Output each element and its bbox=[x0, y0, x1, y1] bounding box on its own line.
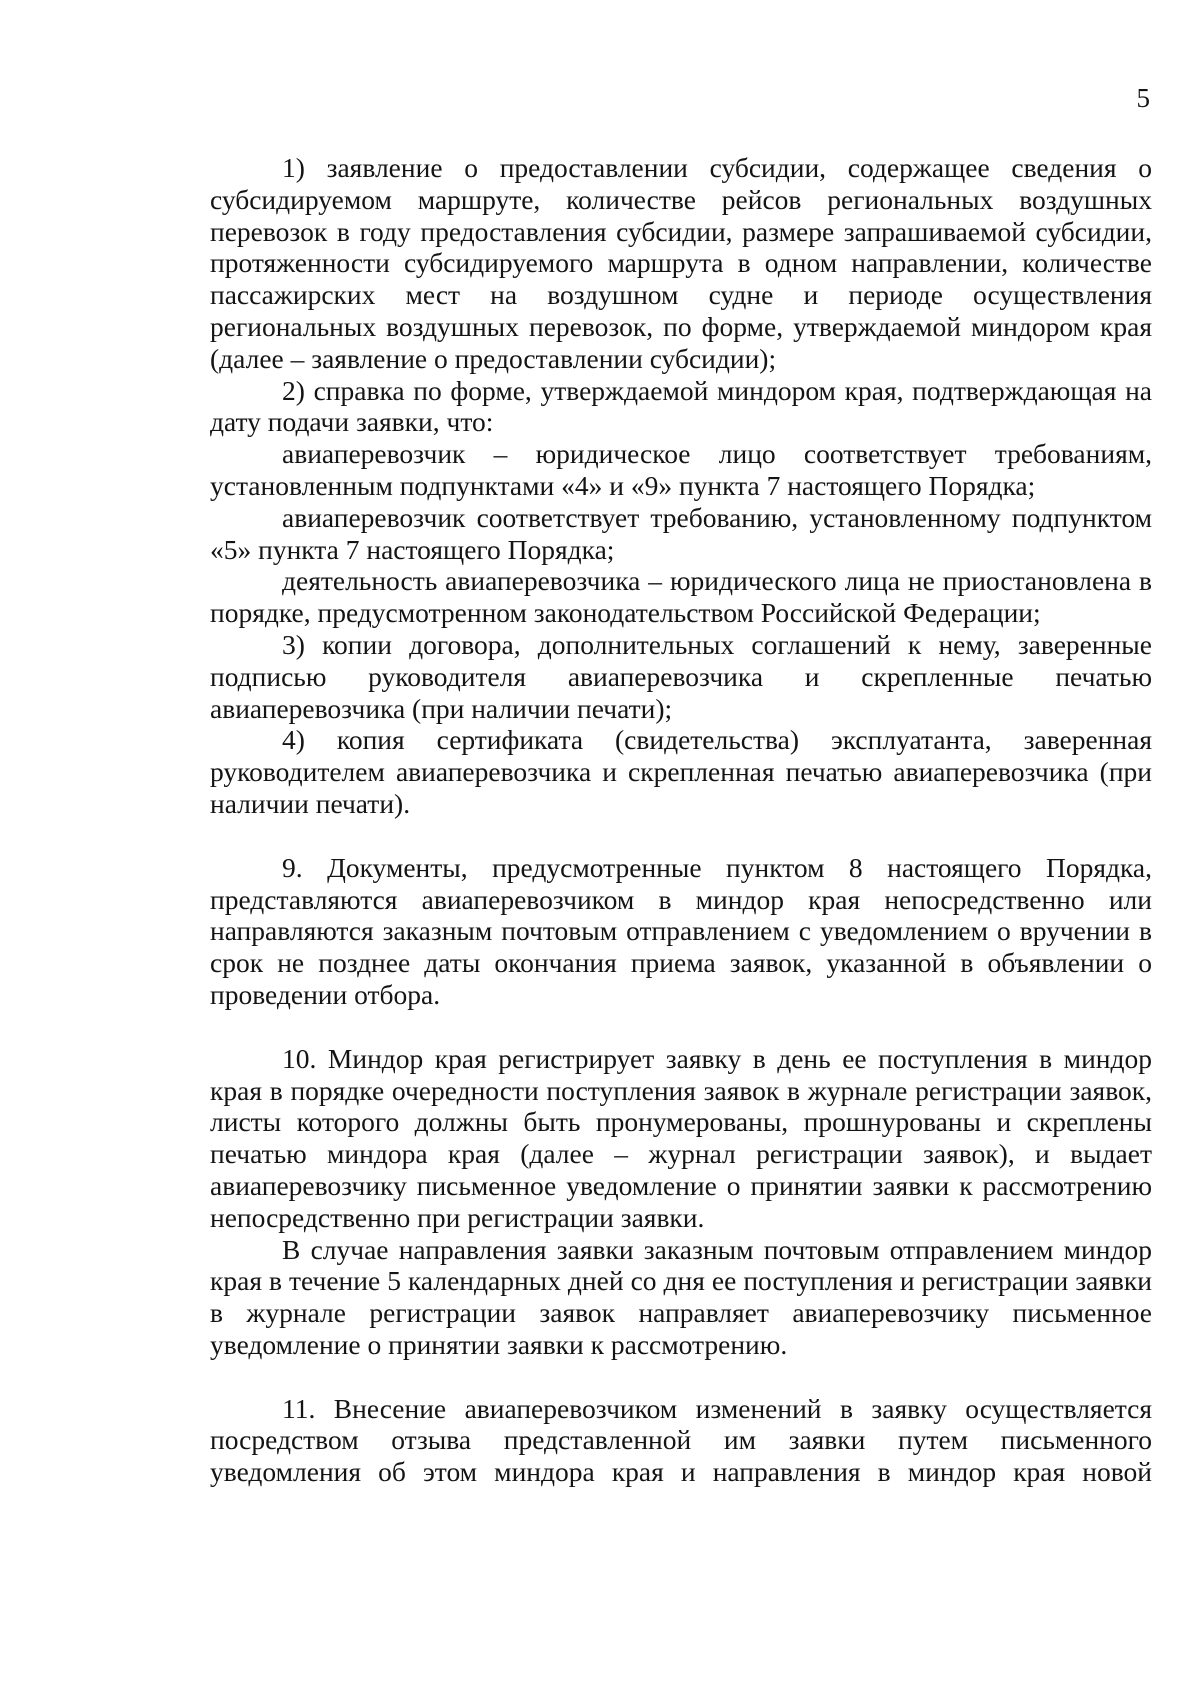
paragraph-clause-9: 9. Документы, предусмотренные пунктом 8 настоящего Порядка, представляются авиаперевозчиком в миндор края непосредственно или направляются заказным почтовым отправлением с уведомлением о вручении в срок не позднее даты окончания приема заявок, указанной в объявлении о проведении отбора. bbox=[210, 851, 1152, 1010]
paragraph-carrier-requirements: авиаперевозчик – юридическое лицо соответствует требованиям, установленным подпунктами «4» и «9» пункта 7 настоящего Порядка; bbox=[210, 438, 1152, 501]
paragraph-certificate: 2) справка по форме, утверждаемой миндором края, подтверждающая на дату подачи заявки, что: bbox=[210, 374, 1152, 438]
page-number: 5 bbox=[1136, 83, 1150, 113]
paragraph-certificate-copy: 4) копия сертификата (свидетельства) эксплуатанта, заверенная руководителем авиаперевозчика и скрепленная печатью авиаперевозчика (при наличии печати). bbox=[210, 724, 1152, 819]
paragraph-carrier-requirement-5: авиаперевозчик соответствует требованию, установленному подпунктом «5» пункта 7 настоящего Порядка; bbox=[210, 501, 1152, 565]
document-body bbox=[210, 152, 1152, 1488]
paragraph-clause-11: 11. Внесение авиаперевозчиком изменений в заявку осуществляется посредством отзыва представленной им заявки путем письменного уведомления об этом миндора края и направления в миндор края новой bbox=[210, 1392, 1152, 1488]
paragraph-clause-10: 10. Миндор края регистрирует заявку в день ее поступления в миндор края в порядке очередности поступления заявок в журнале регистрации заявок, листы которого должны быть пронумерованы, прошнурованы и скреплены печатью миндора края (далее – журнал регистрации заявок), и выдает авиаперевозчику письменное уведомление о принятии заявки к рассмотрению непосредственно при регистрации заявки. bbox=[210, 1042, 1152, 1233]
paragraph-contract-copies: 3) копии договора, дополнительных соглашений к нему, заверенные подписью руководителя авиаперевозчика и скрепленные печатью авиаперевозчика (при наличии печати); bbox=[210, 628, 1152, 724]
paragraph-application-statement: 1) заявление о предоставлении субсидии, содержащее сведения о субсидируемом маршруте, количестве рейсов региональных воздушных перевозок в году предоставления субсидии, размере запрашиваемой субсидии, протяженности субсидируемого маршрута в одном направлении, количестве пассажирских мест на воздушном судне и периоде осуществления региональных воздушных перевозок, по форме, утверждаемой миндором края (далее – заявление о предоставлении субсидии); bbox=[210, 152, 1152, 374]
paragraph-activity-not-suspended: деятельность авиаперевозчика – юридического лица не приостановлена в порядке, предусмотренном законодательством Российской Федерации; bbox=[210, 565, 1152, 629]
paragraph-clause-10-mail: В случае направления заявки заказным почтовым отправлением миндор края в течение 5 календарных дней со дня ее поступления и регистрации заявки в журнале регистрации заявок направляет авиаперевозчику письменное уведомление о принятии заявки к рассмотрению. bbox=[210, 1233, 1152, 1360]
